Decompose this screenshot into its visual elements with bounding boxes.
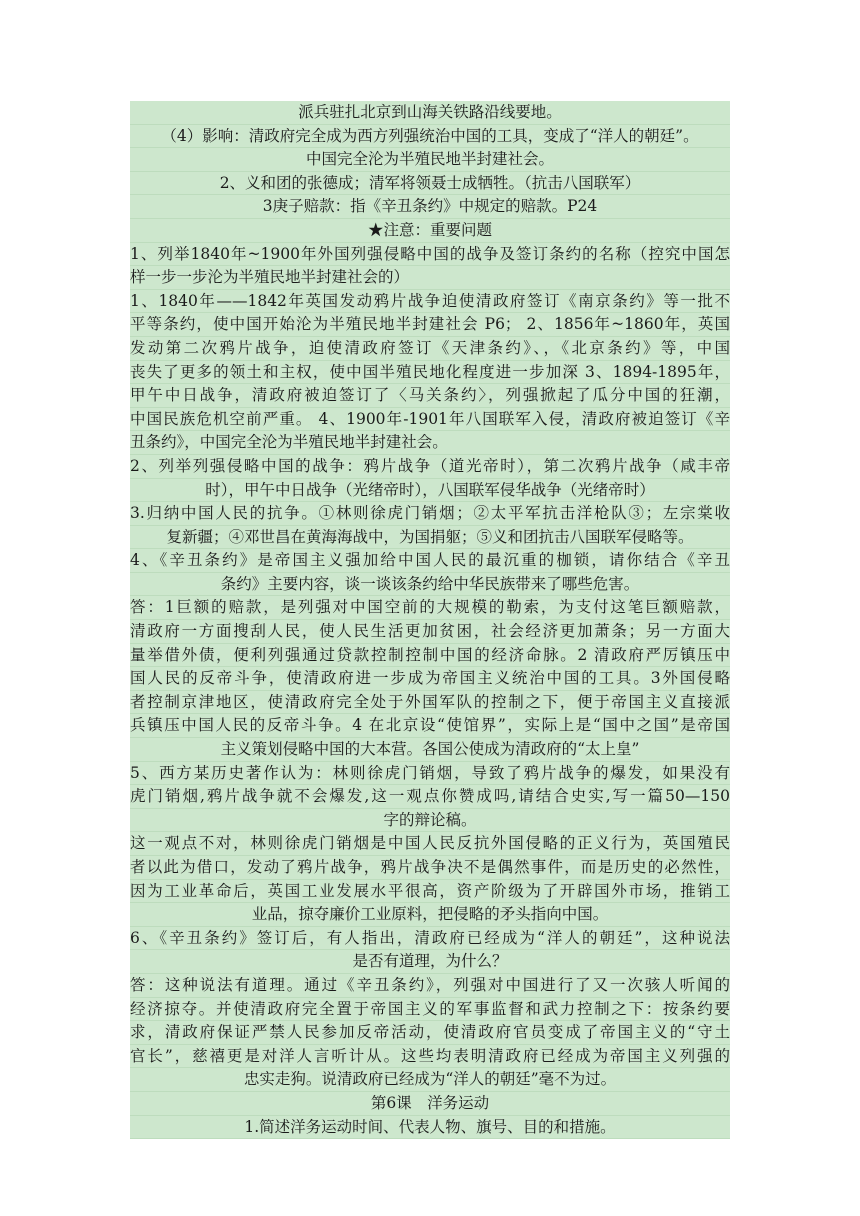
text-line: 5、西方某历史著作认为：林则徐虎门销烟，导致了鸦片战争的爆发，如果没有 <box>130 762 730 786</box>
text-line: 2、列举列强侵略中国的战争：鸦片战争（道光帝时），第二次鸦片战争（咸丰帝 <box>130 455 730 479</box>
text-line: 因为工业革命后，英国工业发展水平很高，资产阶级为了开辟国外市场，推销工 <box>130 880 730 904</box>
text-line: 这一观点不对，林则徐虎门销烟是中国人民反抗外国侵略的正义行为，英国殖民 <box>130 832 730 856</box>
text-line: 1.简述洋务运动时间、代表人物、旗号、目的和措施。 <box>130 1116 730 1140</box>
text-line: 3庚子赔款：指《辛丑条约》中规定的赔款。P24 <box>130 195 730 219</box>
text-line: 虎门销烟,鸦片战争就不会爆发,这一观点你赞成吗,请结合史实,写一篇50—150 <box>130 785 730 809</box>
text-line: 业品，掠夺廉价工业原料，把侵略的矛头指向中国。 <box>130 903 730 927</box>
text-line: 时），甲午中日战争（光绪帝时），八国联军侵华战争（光绪帝时） <box>130 479 730 503</box>
text-line: 忠实走狗。说清政府已经成为“洋人的朝廷”毫不为过。 <box>130 1068 730 1092</box>
text-line: 者以此为借口，发动了鸦片战争，鸦片战争决不是偶然事件，而是历史的必然性， <box>130 856 730 880</box>
text-line: 甲午中日战争，清政府被迫签订了〈马关条约〉，列强掀起了瓜分中国的狂潮， <box>130 384 730 408</box>
text-line: 复新疆；④邓世昌在黄海海战中，为国捐躯；⑤义和团抗击八国联军侵略等。 <box>130 526 730 550</box>
text-line: 发动第二次鸦片战争，迫使清政府签订《天津条约》、，《北京条约》等，中国 <box>130 337 730 361</box>
text-line: 中国完全沦为半殖民地半封建社会。 <box>130 148 730 172</box>
text-line: 条约》主要内容，谈一谈该条约给中华民族带来了哪些危害。 <box>130 573 730 597</box>
text-line: ★注意：重要问题 <box>130 219 730 243</box>
text-line: 答：这种说法有道理。通过《辛丑条约》，列强对中国进行了又一次骇人听闻的 <box>130 974 730 998</box>
text-line: 平等条约，使中国开始沦为半殖民地半封建社会 P6； 2、1856年~1860年，英国 <box>130 313 730 337</box>
text-line: 经济掠夺。并使清政府完全置于帝国主义的军事监督和武力控制之下：按条约要 <box>130 998 730 1022</box>
document-page <box>130 101 730 1139</box>
text-line: 答：1巨额的赔款，是列强对中国空前的大规模的勒索，为支付这笔巨额赔款， <box>130 596 730 620</box>
text-line: 3.归纳中国人民的抗争。①林则徐虎门销烟；②太平军抗击洋枪队③；左宗棠收 <box>130 502 730 526</box>
text-line: 4、《辛丑条约》是帝国主义强加给中国人民的最沉重的枷锁，请你结合《辛丑 <box>130 549 730 573</box>
text-line: 丧失了更多的领土和主权，使中国半殖民地化程度进一步加深 3、1894-1895年， <box>130 361 730 385</box>
text-line: 求，清政府保证严禁人民参加反帝活动，使清政府官员变成了帝国主义的“守土 <box>130 1021 730 1045</box>
text-line: 官长”，慈禧更是对洋人言听计从。这些均表明清政府已经成为帝国主义列强的 <box>130 1045 730 1069</box>
text-line: 中国民族危机空前严重。 4、1900年-1901年八国联军入侵，清政府被迫签订《辛 <box>130 408 730 432</box>
text-line: 者控制京津地区，使清政府完全处于外国军队的控制之下，便于帝国主义直接派 <box>130 691 730 715</box>
text-line: 量举借外债，便利列强通过贷款控制控制中国的经济命脉。2 清政府严厉镇压中 <box>130 644 730 668</box>
text-line: 主义策划侵略中国的大本营。各国公使成为清政府的“太上皇” <box>130 738 730 762</box>
text-line: 样一步一步沦为半殖民地半封建社会的） <box>130 266 730 290</box>
text-line: 是否有道理，为什么？ <box>130 950 730 974</box>
text-line: 1、1840年——1842年英国发动鸦片战争迫使清政府签订《南京条约》等一批不 <box>130 290 730 314</box>
text-line: 6、《辛丑条约》签订后，有人指出，清政府已经成为“洋人的朝廷”，这种说法 <box>130 927 730 951</box>
text-line: 清政府一方面搜刮人民，使人民生活更加贫困，社会经济更加萧条；另一方面大 <box>130 620 730 644</box>
text-line: 1、列举1840年~1900年外国列强侵略中国的战争及签订条约的名称（控究中国怎 <box>130 243 730 267</box>
text-line: 丑条约》，中国完全沦为半殖民地半封建社会。 <box>130 431 730 455</box>
text-line: 派兵驻扎北京到山海关铁路沿线要地。 <box>130 101 730 125</box>
text-line: 国人民的反帝斗争，使清政府进一步成为帝国主义统治中国的工具。3外国侵略 <box>130 667 730 691</box>
text-line: 2、义和团的张德成；清军将领聂士成牺牲。（抗击八国联军） <box>130 172 730 196</box>
text-line: 第6课 洋务运动 <box>130 1092 730 1116</box>
text-line: 字的辩论稿。 <box>130 809 730 833</box>
text-line: 兵镇压中国人民的反帝斗争。4 在北京设“使馆界”，实际上是“国中之国”是帝国 <box>130 714 730 738</box>
text-line: （4）影响：清政府完全成为西方列强统治中国的工具，变成了“洋人的朝廷”。 <box>130 125 730 149</box>
